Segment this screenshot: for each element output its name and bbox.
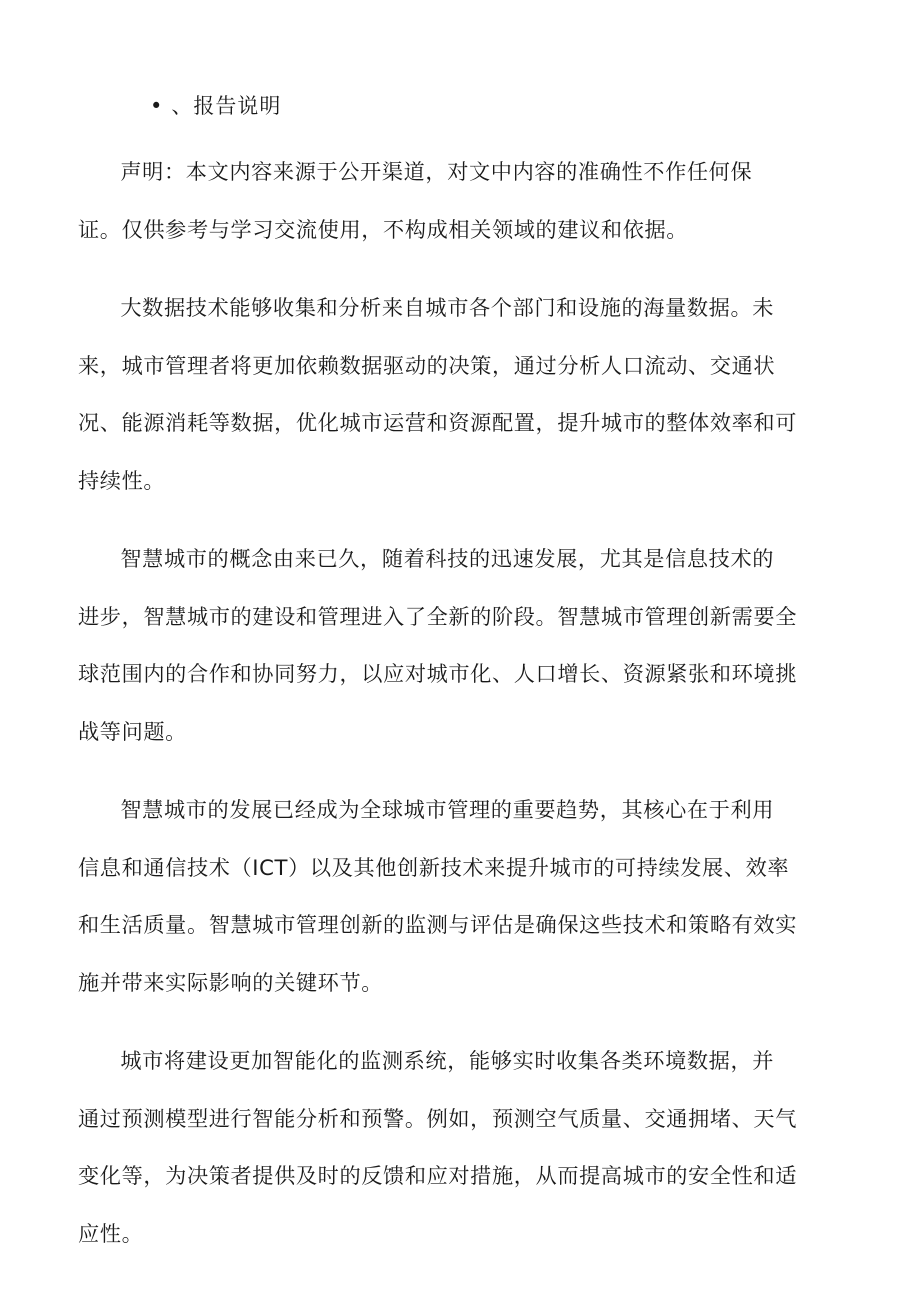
paragraph-disclaimer	[78, 143, 844, 258]
paragraph-line: 变化等，为决策者提供及时的反馈和应对措施，从而提高城市的安全性和适	[78, 1163, 797, 1188]
paragraph-big-data	[78, 279, 844, 509]
paragraph-line: 进步，智慧城市的建设和管理进入了全新的阶段。智慧城市管理创新需要全	[78, 603, 797, 629]
paragraph-line: 持续性。	[78, 467, 166, 493]
paragraph-line: 球范围内的合作和协同努力，以应对城市化、人口增长、资源紧张和环境挑	[78, 661, 797, 686]
paragraph-smart-city-concept	[78, 530, 844, 760]
paragraph-line: 证。仅供参考与学习交流使用，不构成相关领域的建议和依据。	[78, 216, 689, 242]
paragraph-monitoring-system	[78, 1032, 844, 1262]
bullet-icon: •	[150, 94, 164, 118]
paragraph-line: 智慧城市的发展已经成为全球城市管理的重要趋势，其核心在于利用	[120, 797, 775, 822]
paragraph-line: 智慧城市的概念由来已久，随着科技的迅速发展，尤其是信息技术的	[120, 546, 775, 571]
paragraph-line: 城市将建设更加智能化的监测系统，能够实时收集各类环境数据，并	[120, 1048, 775, 1073]
paragraph-smart-city-trend	[78, 781, 844, 1011]
paragraph-line: 声明：本文内容来源于公开渠道，对文中内容的准确性不作任何保	[120, 159, 753, 184]
paragraph-line: 施并带来实际影响的关键环节。	[78, 969, 384, 995]
paragraph-line: 大数据技术能够收集和分析来自城市各个部门和设施的海量数据。未	[120, 295, 775, 320]
section-heading	[150, 90, 281, 122]
body-text	[78, 143, 844, 1283]
paragraph-line: 况、能源消耗等数据，优化城市运营和资源配置，提升城市的整体效率和可	[78, 410, 797, 435]
paragraph-line: 来，城市管理者将更加依赖数据驱动的决策，通过分析人口流动、交通状	[78, 352, 776, 378]
paragraph-line: 和生活质量。智慧城市管理创新的监测与评估是确保这些技术和策略有效实	[78, 912, 797, 937]
paragraph-line: 信息和通信技术（ICT）以及其他创新技术来提升城市的可持续发展、效率	[78, 854, 790, 880]
paragraph-line: 通过预测模型进行智能分析和预警。例如，预测空气质量、交通拥堵、天气	[78, 1105, 797, 1131]
section-heading-text: 、报告说明	[171, 94, 282, 118]
paragraph-line: 战等问题。	[78, 718, 187, 744]
paragraph-line: 应性。	[78, 1220, 144, 1246]
